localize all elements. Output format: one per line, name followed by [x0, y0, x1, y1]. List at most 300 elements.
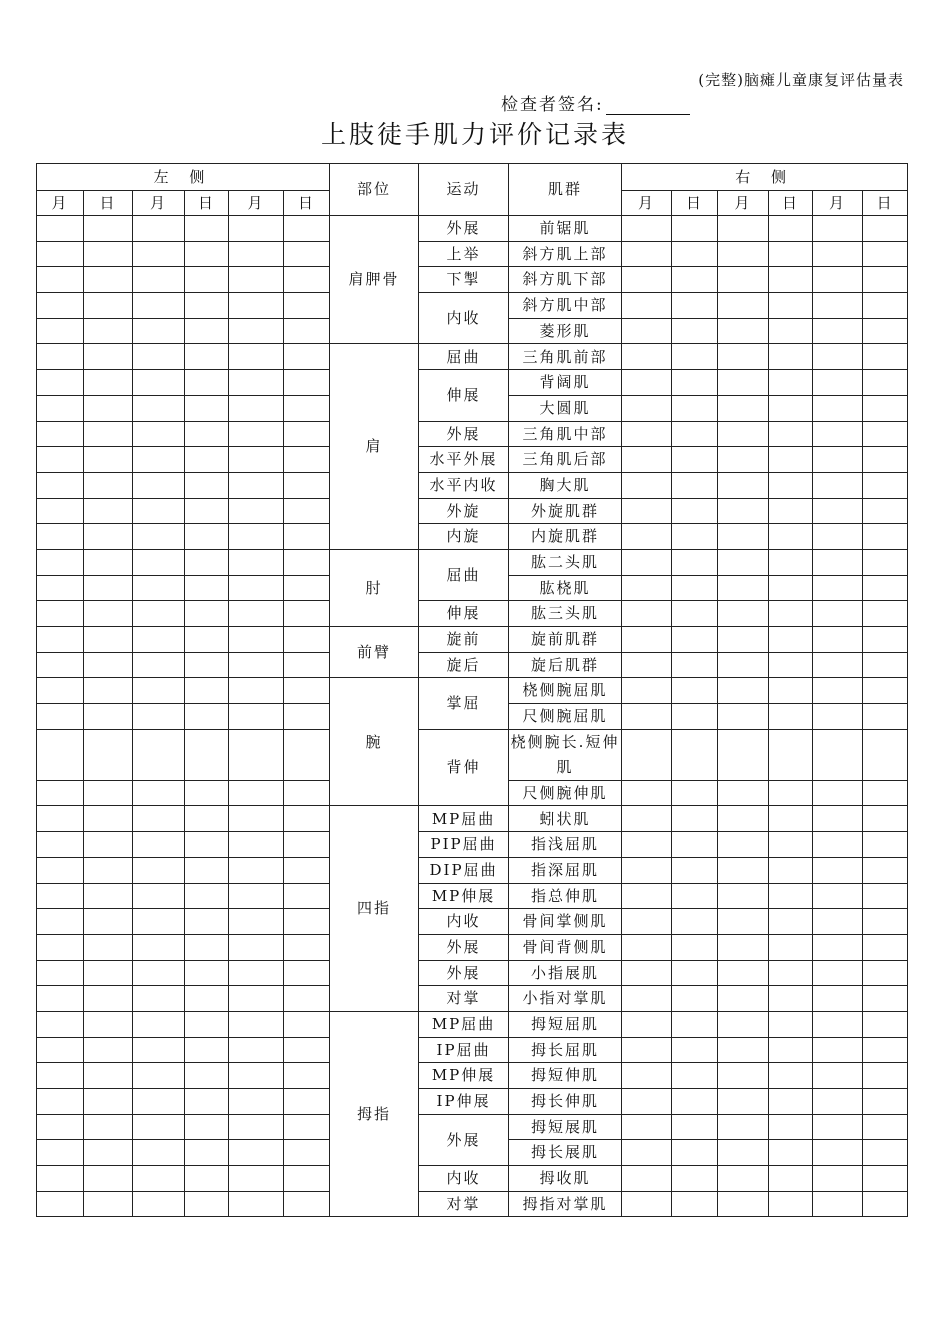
right-score-cell[interactable]	[863, 780, 908, 806]
left-score-cell[interactable]	[37, 652, 84, 678]
left-score-cell[interactable]	[229, 472, 284, 498]
left-score-cell[interactable]	[185, 472, 229, 498]
left-score-cell[interactable]	[37, 883, 84, 909]
right-score-cell[interactable]	[622, 216, 672, 242]
right-score-cell[interactable]	[622, 549, 672, 575]
right-score-cell[interactable]	[622, 627, 672, 653]
left-score-cell[interactable]	[84, 1089, 133, 1115]
right-score-cell[interactable]	[863, 421, 908, 447]
left-score-cell[interactable]	[84, 498, 133, 524]
left-score-cell[interactable]	[229, 1011, 284, 1037]
left-score-cell[interactable]	[37, 704, 84, 730]
right-score-cell[interactable]	[863, 498, 908, 524]
left-score-cell[interactable]	[133, 575, 185, 601]
right-score-cell[interactable]	[813, 241, 863, 267]
right-score-cell[interactable]	[718, 267, 769, 293]
right-score-cell[interactable]	[672, 704, 718, 730]
left-score-cell[interactable]	[185, 524, 229, 550]
left-score-cell[interactable]	[229, 934, 284, 960]
left-score-cell[interactable]	[284, 601, 330, 627]
left-score-cell[interactable]	[37, 1011, 84, 1037]
left-score-cell[interactable]	[133, 447, 185, 473]
left-score-cell[interactable]	[284, 1063, 330, 1089]
left-score-cell[interactable]	[185, 1011, 229, 1037]
right-score-cell[interactable]	[863, 960, 908, 986]
right-score-cell[interactable]	[622, 447, 672, 473]
left-score-cell[interactable]	[37, 601, 84, 627]
left-score-cell[interactable]	[284, 678, 330, 704]
left-score-cell[interactable]	[229, 704, 284, 730]
left-score-cell[interactable]	[284, 960, 330, 986]
right-score-cell[interactable]	[672, 267, 718, 293]
right-score-cell[interactable]	[813, 1063, 863, 1089]
left-score-cell[interactable]	[37, 472, 84, 498]
left-score-cell[interactable]	[185, 857, 229, 883]
right-score-cell[interactable]	[813, 1089, 863, 1115]
left-score-cell[interactable]	[133, 857, 185, 883]
left-score-cell[interactable]	[133, 1011, 185, 1037]
left-score-cell[interactable]	[284, 806, 330, 832]
right-score-cell[interactable]	[863, 370, 908, 396]
right-score-cell[interactable]	[813, 318, 863, 344]
right-score-cell[interactable]	[863, 1114, 908, 1140]
left-score-cell[interactable]	[284, 857, 330, 883]
left-score-cell[interactable]	[133, 1037, 185, 1063]
left-score-cell[interactable]	[185, 601, 229, 627]
right-score-cell[interactable]	[622, 344, 672, 370]
right-score-cell[interactable]	[622, 704, 672, 730]
left-score-cell[interactable]	[185, 549, 229, 575]
left-score-cell[interactable]	[84, 960, 133, 986]
right-score-cell[interactable]	[622, 524, 672, 550]
left-score-cell[interactable]	[185, 344, 229, 370]
left-score-cell[interactable]	[284, 832, 330, 858]
right-score-cell[interactable]	[672, 627, 718, 653]
left-score-cell[interactable]	[229, 344, 284, 370]
right-score-cell[interactable]	[813, 447, 863, 473]
right-score-cell[interactable]	[863, 293, 908, 319]
right-score-cell[interactable]	[813, 883, 863, 909]
left-score-cell[interactable]	[37, 1166, 84, 1192]
right-score-cell[interactable]	[813, 1114, 863, 1140]
right-score-cell[interactable]	[863, 447, 908, 473]
left-score-cell[interactable]	[84, 806, 133, 832]
right-score-cell[interactable]	[769, 293, 813, 319]
left-score-cell[interactable]	[284, 883, 330, 909]
right-score-cell[interactable]	[863, 524, 908, 550]
right-score-cell[interactable]	[769, 986, 813, 1012]
right-score-cell[interactable]	[718, 447, 769, 473]
right-score-cell[interactable]	[863, 729, 908, 780]
right-score-cell[interactable]	[672, 318, 718, 344]
right-score-cell[interactable]	[769, 704, 813, 730]
right-score-cell[interactable]	[769, 1140, 813, 1166]
left-score-cell[interactable]	[133, 1114, 185, 1140]
right-score-cell[interactable]	[863, 318, 908, 344]
right-score-cell[interactable]	[863, 1166, 908, 1192]
right-score-cell[interactable]	[769, 909, 813, 935]
left-score-cell[interactable]	[284, 241, 330, 267]
right-score-cell[interactable]	[769, 524, 813, 550]
left-score-cell[interactable]	[185, 678, 229, 704]
left-score-cell[interactable]	[229, 960, 284, 986]
left-score-cell[interactable]	[84, 216, 133, 242]
left-score-cell[interactable]	[229, 1037, 284, 1063]
left-score-cell[interactable]	[284, 1166, 330, 1192]
left-score-cell[interactable]	[229, 318, 284, 344]
left-score-cell[interactable]	[185, 498, 229, 524]
right-score-cell[interactable]	[813, 216, 863, 242]
left-score-cell[interactable]	[37, 1089, 84, 1115]
right-score-cell[interactable]	[863, 395, 908, 421]
left-score-cell[interactable]	[229, 857, 284, 883]
right-score-cell[interactable]	[863, 549, 908, 575]
right-score-cell[interactable]	[718, 318, 769, 344]
right-score-cell[interactable]	[813, 421, 863, 447]
right-score-cell[interactable]	[863, 627, 908, 653]
left-score-cell[interactable]	[133, 318, 185, 344]
right-score-cell[interactable]	[718, 1140, 769, 1166]
left-score-cell[interactable]	[37, 1063, 84, 1089]
left-score-cell[interactable]	[133, 549, 185, 575]
left-score-cell[interactable]	[133, 909, 185, 935]
left-score-cell[interactable]	[84, 575, 133, 601]
left-score-cell[interactable]	[185, 1166, 229, 1192]
left-score-cell[interactable]	[284, 1011, 330, 1037]
left-score-cell[interactable]	[37, 344, 84, 370]
left-score-cell[interactable]	[185, 780, 229, 806]
right-score-cell[interactable]	[863, 575, 908, 601]
left-score-cell[interactable]	[229, 806, 284, 832]
right-score-cell[interactable]	[672, 524, 718, 550]
left-score-cell[interactable]	[37, 216, 84, 242]
left-score-cell[interactable]	[84, 1011, 133, 1037]
left-score-cell[interactable]	[185, 216, 229, 242]
right-score-cell[interactable]	[718, 704, 769, 730]
right-score-cell[interactable]	[718, 370, 769, 396]
right-score-cell[interactable]	[672, 447, 718, 473]
right-score-cell[interactable]	[672, 498, 718, 524]
left-score-cell[interactable]	[229, 370, 284, 396]
right-score-cell[interactable]	[672, 1166, 718, 1192]
right-score-cell[interactable]	[718, 627, 769, 653]
right-score-cell[interactable]	[622, 1089, 672, 1115]
right-score-cell[interactable]	[672, 216, 718, 242]
left-score-cell[interactable]	[37, 1191, 84, 1217]
left-score-cell[interactable]	[37, 986, 84, 1012]
left-score-cell[interactable]	[284, 267, 330, 293]
right-score-cell[interactable]	[718, 652, 769, 678]
left-score-cell[interactable]	[133, 934, 185, 960]
right-score-cell[interactable]	[813, 344, 863, 370]
right-score-cell[interactable]	[769, 678, 813, 704]
right-score-cell[interactable]	[622, 1191, 672, 1217]
right-score-cell[interactable]	[672, 652, 718, 678]
right-score-cell[interactable]	[718, 806, 769, 832]
right-score-cell[interactable]	[622, 986, 672, 1012]
left-score-cell[interactable]	[133, 780, 185, 806]
right-score-cell[interactable]	[718, 549, 769, 575]
right-score-cell[interactable]	[672, 241, 718, 267]
right-score-cell[interactable]	[672, 1063, 718, 1089]
right-score-cell[interactable]	[863, 704, 908, 730]
left-score-cell[interactable]	[284, 909, 330, 935]
right-score-cell[interactable]	[813, 729, 863, 780]
right-score-cell[interactable]	[863, 267, 908, 293]
left-score-cell[interactable]	[185, 652, 229, 678]
right-score-cell[interactable]	[622, 1011, 672, 1037]
right-score-cell[interactable]	[813, 1191, 863, 1217]
right-score-cell[interactable]	[769, 960, 813, 986]
right-score-cell[interactable]	[672, 883, 718, 909]
right-score-cell[interactable]	[863, 601, 908, 627]
right-score-cell[interactable]	[718, 1166, 769, 1192]
left-score-cell[interactable]	[284, 370, 330, 396]
left-score-cell[interactable]	[37, 806, 84, 832]
right-score-cell[interactable]	[718, 960, 769, 986]
right-score-cell[interactable]	[672, 832, 718, 858]
left-score-cell[interactable]	[84, 601, 133, 627]
left-score-cell[interactable]	[229, 395, 284, 421]
right-score-cell[interactable]	[769, 267, 813, 293]
left-score-cell[interactable]	[284, 472, 330, 498]
left-score-cell[interactable]	[133, 267, 185, 293]
right-score-cell[interactable]	[718, 344, 769, 370]
left-score-cell[interactable]	[84, 986, 133, 1012]
right-score-cell[interactable]	[863, 806, 908, 832]
left-score-cell[interactable]	[84, 344, 133, 370]
right-score-cell[interactable]	[718, 1191, 769, 1217]
right-score-cell[interactable]	[672, 806, 718, 832]
left-score-cell[interactable]	[84, 857, 133, 883]
left-score-cell[interactable]	[185, 421, 229, 447]
right-score-cell[interactable]	[813, 472, 863, 498]
right-score-cell[interactable]	[672, 395, 718, 421]
left-score-cell[interactable]	[284, 1114, 330, 1140]
right-score-cell[interactable]	[769, 318, 813, 344]
left-score-cell[interactable]	[284, 780, 330, 806]
right-score-cell[interactable]	[813, 498, 863, 524]
right-score-cell[interactable]	[622, 934, 672, 960]
left-score-cell[interactable]	[84, 447, 133, 473]
left-score-cell[interactable]	[185, 1191, 229, 1217]
left-score-cell[interactable]	[37, 267, 84, 293]
left-score-cell[interactable]	[133, 241, 185, 267]
right-score-cell[interactable]	[622, 1114, 672, 1140]
right-score-cell[interactable]	[622, 1166, 672, 1192]
right-score-cell[interactable]	[769, 883, 813, 909]
right-score-cell[interactable]	[718, 293, 769, 319]
left-score-cell[interactable]	[284, 344, 330, 370]
left-score-cell[interactable]	[284, 627, 330, 653]
right-score-cell[interactable]	[863, 909, 908, 935]
right-score-cell[interactable]	[622, 1037, 672, 1063]
right-score-cell[interactable]	[718, 832, 769, 858]
right-score-cell[interactable]	[672, 601, 718, 627]
left-score-cell[interactable]	[133, 370, 185, 396]
right-score-cell[interactable]	[863, 344, 908, 370]
right-score-cell[interactable]	[769, 216, 813, 242]
right-score-cell[interactable]	[718, 909, 769, 935]
left-score-cell[interactable]	[37, 241, 84, 267]
right-score-cell[interactable]	[813, 832, 863, 858]
left-score-cell[interactable]	[37, 627, 84, 653]
right-score-cell[interactable]	[813, 704, 863, 730]
left-score-cell[interactable]	[185, 883, 229, 909]
left-score-cell[interactable]	[284, 652, 330, 678]
right-score-cell[interactable]	[769, 395, 813, 421]
right-score-cell[interactable]	[622, 1140, 672, 1166]
right-score-cell[interactable]	[718, 216, 769, 242]
right-score-cell[interactable]	[672, 780, 718, 806]
left-score-cell[interactable]	[185, 267, 229, 293]
right-score-cell[interactable]	[718, 1089, 769, 1115]
left-score-cell[interactable]	[185, 704, 229, 730]
right-score-cell[interactable]	[813, 293, 863, 319]
right-score-cell[interactable]	[863, 1191, 908, 1217]
left-score-cell[interactable]	[84, 1037, 133, 1063]
left-score-cell[interactable]	[284, 498, 330, 524]
left-score-cell[interactable]	[133, 883, 185, 909]
right-score-cell[interactable]	[622, 395, 672, 421]
right-score-cell[interactable]	[813, 652, 863, 678]
left-score-cell[interactable]	[133, 601, 185, 627]
left-score-cell[interactable]	[37, 780, 84, 806]
right-score-cell[interactable]	[718, 678, 769, 704]
left-score-cell[interactable]	[133, 1166, 185, 1192]
right-score-cell[interactable]	[622, 575, 672, 601]
right-score-cell[interactable]	[622, 883, 672, 909]
right-score-cell[interactable]	[718, 986, 769, 1012]
right-score-cell[interactable]	[718, 729, 769, 780]
left-score-cell[interactable]	[37, 524, 84, 550]
right-score-cell[interactable]	[769, 1063, 813, 1089]
right-score-cell[interactable]	[622, 832, 672, 858]
left-score-cell[interactable]	[37, 1037, 84, 1063]
right-score-cell[interactable]	[863, 1011, 908, 1037]
left-score-cell[interactable]	[133, 344, 185, 370]
left-score-cell[interactable]	[229, 267, 284, 293]
right-score-cell[interactable]	[863, 1063, 908, 1089]
right-score-cell[interactable]	[863, 1140, 908, 1166]
right-score-cell[interactable]	[718, 1037, 769, 1063]
right-score-cell[interactable]	[769, 1191, 813, 1217]
left-score-cell[interactable]	[133, 704, 185, 730]
right-score-cell[interactable]	[769, 857, 813, 883]
left-score-cell[interactable]	[185, 1140, 229, 1166]
left-score-cell[interactable]	[229, 678, 284, 704]
right-score-cell[interactable]	[769, 729, 813, 780]
right-score-cell[interactable]	[672, 934, 718, 960]
right-score-cell[interactable]	[718, 1114, 769, 1140]
left-score-cell[interactable]	[229, 498, 284, 524]
left-score-cell[interactable]	[84, 652, 133, 678]
right-score-cell[interactable]	[718, 241, 769, 267]
left-score-cell[interactable]	[185, 1063, 229, 1089]
left-score-cell[interactable]	[185, 934, 229, 960]
left-score-cell[interactable]	[284, 216, 330, 242]
left-score-cell[interactable]	[133, 960, 185, 986]
right-score-cell[interactable]	[863, 883, 908, 909]
left-score-cell[interactable]	[84, 1063, 133, 1089]
right-score-cell[interactable]	[718, 601, 769, 627]
left-score-cell[interactable]	[133, 524, 185, 550]
right-score-cell[interactable]	[769, 806, 813, 832]
left-score-cell[interactable]	[284, 447, 330, 473]
left-score-cell[interactable]	[37, 832, 84, 858]
left-score-cell[interactable]	[37, 857, 84, 883]
right-score-cell[interactable]	[769, 1166, 813, 1192]
right-score-cell[interactable]	[769, 1089, 813, 1115]
left-score-cell[interactable]	[84, 832, 133, 858]
right-score-cell[interactable]	[769, 472, 813, 498]
left-score-cell[interactable]	[284, 421, 330, 447]
left-score-cell[interactable]	[84, 678, 133, 704]
left-score-cell[interactable]	[133, 472, 185, 498]
right-score-cell[interactable]	[769, 421, 813, 447]
right-score-cell[interactable]	[622, 318, 672, 344]
right-score-cell[interactable]	[863, 678, 908, 704]
right-score-cell[interactable]	[863, 216, 908, 242]
right-score-cell[interactable]	[718, 472, 769, 498]
right-score-cell[interactable]	[813, 1037, 863, 1063]
left-score-cell[interactable]	[133, 421, 185, 447]
left-score-cell[interactable]	[37, 934, 84, 960]
left-score-cell[interactable]	[284, 986, 330, 1012]
right-score-cell[interactable]	[672, 1114, 718, 1140]
left-score-cell[interactable]	[284, 1191, 330, 1217]
right-score-cell[interactable]	[622, 421, 672, 447]
left-score-cell[interactable]	[284, 395, 330, 421]
right-score-cell[interactable]	[622, 601, 672, 627]
left-score-cell[interactable]	[284, 1140, 330, 1166]
left-score-cell[interactable]	[133, 986, 185, 1012]
right-score-cell[interactable]	[622, 370, 672, 396]
right-score-cell[interactable]	[672, 729, 718, 780]
left-score-cell[interactable]	[284, 549, 330, 575]
left-score-cell[interactable]	[284, 524, 330, 550]
right-score-cell[interactable]	[622, 1063, 672, 1089]
left-score-cell[interactable]	[229, 1191, 284, 1217]
right-score-cell[interactable]	[813, 780, 863, 806]
left-score-cell[interactable]	[84, 549, 133, 575]
left-score-cell[interactable]	[37, 909, 84, 935]
left-score-cell[interactable]	[229, 832, 284, 858]
right-score-cell[interactable]	[718, 857, 769, 883]
right-score-cell[interactable]	[813, 934, 863, 960]
left-score-cell[interactable]	[37, 729, 84, 780]
right-score-cell[interactable]	[769, 832, 813, 858]
right-score-cell[interactable]	[672, 549, 718, 575]
right-score-cell[interactable]	[769, 344, 813, 370]
left-score-cell[interactable]	[229, 1140, 284, 1166]
right-score-cell[interactable]	[718, 883, 769, 909]
right-score-cell[interactable]	[718, 780, 769, 806]
right-score-cell[interactable]	[622, 498, 672, 524]
left-score-cell[interactable]	[133, 1191, 185, 1217]
left-score-cell[interactable]	[133, 216, 185, 242]
left-score-cell[interactable]	[133, 1063, 185, 1089]
left-score-cell[interactable]	[229, 216, 284, 242]
right-score-cell[interactable]	[813, 678, 863, 704]
left-score-cell[interactable]	[185, 447, 229, 473]
right-score-cell[interactable]	[813, 960, 863, 986]
right-score-cell[interactable]	[672, 293, 718, 319]
left-score-cell[interactable]	[185, 395, 229, 421]
left-score-cell[interactable]	[133, 729, 185, 780]
left-score-cell[interactable]	[185, 1114, 229, 1140]
left-score-cell[interactable]	[84, 370, 133, 396]
